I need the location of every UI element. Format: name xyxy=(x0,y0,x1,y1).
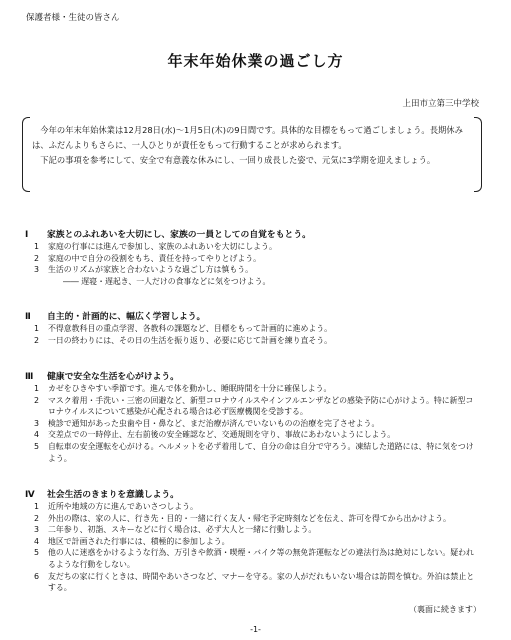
item-text: 不得意教科目の重点学習、各教科の課題など、目標をもって計画的に進めよう。 xyxy=(48,324,333,333)
item-list xyxy=(25,501,480,594)
continued-note: （裏面に続きます） xyxy=(409,605,481,614)
item-number: 5 xyxy=(34,441,40,451)
item-text: 交差点での一時停止、左右前後の安全確認など、交通規則を守り、事故にあわないようにしよう。 xyxy=(48,430,396,440)
item-number: 3 xyxy=(34,265,40,275)
list-item xyxy=(25,335,480,347)
list-item xyxy=(25,513,480,525)
item-text: 他の人に迷惑をかけるような行為、万引きや飲酒・喫煙・バイク等の無免許運転などの違法行為は絶対にしない。疑われるような行動をしない。 xyxy=(48,548,474,569)
list-item xyxy=(25,241,480,253)
section-2 xyxy=(25,311,480,346)
item-text: 生活のリズムが家族と合わないような過ごし方は慎もう。 xyxy=(48,265,254,275)
item-number: 1 xyxy=(34,502,40,511)
list-item xyxy=(25,418,480,430)
section-number: Ⅳ xyxy=(25,490,35,500)
item-number: 2 xyxy=(34,513,40,523)
item-number: 3 xyxy=(34,525,40,535)
item-text: 二年参り、初詣、スキーなどに行く場合は、必ず大人と一緒に行動しよう。 xyxy=(48,525,317,535)
section-1 xyxy=(25,229,480,287)
item-text: 自転車の安全運転を心がける。ヘルメットを必ず着用して、自分の命は自分で守ろう。凍結した道路には、特に気をつけよう。 xyxy=(48,441,474,463)
item-number: 2 xyxy=(34,335,40,345)
bracket-left xyxy=(22,117,30,192)
section-number: Ⅲ xyxy=(25,372,34,382)
item-text: 家庭の中で自分の役割をもち、責任を持ってやりとげよう。 xyxy=(48,253,262,263)
list-item xyxy=(25,395,480,418)
section-heading xyxy=(25,229,480,241)
list-item xyxy=(25,264,480,276)
item-text: 検診で通知があった虫歯や目・鼻など、まだ治療が済んでいないものの治療を完了させよう。 xyxy=(48,418,380,428)
item-number: 1 xyxy=(34,384,40,393)
list-item xyxy=(25,323,480,335)
list-item xyxy=(25,383,480,395)
item-number: 1 xyxy=(34,242,40,251)
item-list xyxy=(25,323,480,346)
item-number: 6 xyxy=(34,571,40,581)
section-heading xyxy=(25,311,480,323)
section-note: ―― 遅寝・遅起き、一人だけの食事などに気をつけよう。 xyxy=(63,276,271,286)
item-number: 1 xyxy=(34,324,40,333)
item-number: 4 xyxy=(34,430,40,440)
addressee-line: 保護者様・生徒の皆さん xyxy=(26,13,120,23)
section-heading-text: 家族とのふれあいを大切にし、家族の一員としての自覚をもとう。 xyxy=(47,230,311,240)
section-heading xyxy=(25,371,480,383)
intro-box xyxy=(24,119,480,190)
page-title: 年末年始休業の過ごし方 xyxy=(167,52,344,70)
section-heading-text: 自主的・計画的に、幅広く学習しよう。 xyxy=(47,312,206,322)
section-heading xyxy=(25,489,480,501)
item-number: 4 xyxy=(34,536,40,546)
list-item xyxy=(25,501,480,513)
bracket-right xyxy=(474,117,482,192)
item-text: 友だちの家に行くときは、時間やあいさつなど、マナーを守る。家の人がだれもいない場合は訪問を慎む。外泊は禁止とする。 xyxy=(48,571,475,593)
intro-paragraph-2: 下記の事項を参考にして、安全で有意義な休みにし、一回り成長した姿で、元気に3学期を迎えましょう。 xyxy=(40,155,436,165)
section-number: Ⅱ xyxy=(25,312,31,322)
list-item xyxy=(25,571,480,594)
item-text: 近所や地域の方に進んであいさつしよう。 xyxy=(48,502,198,511)
item-number: 2 xyxy=(34,395,40,405)
intro-paragraph-1: 今年の年末年始休業は12月28日(水)～1月5日(木)の9日間です。具体的な目標をもって過ごしましょう。長期休みは、ふだんよりもさらに、一人ひとりが責任をもって行動することが求められます。 xyxy=(32,125,463,150)
item-list xyxy=(25,383,480,464)
item-text: カゼをひきやすい季節です。進んで体を動かし、睡眠時間を十分に確保しよう。 xyxy=(48,384,332,393)
section-3 xyxy=(25,371,480,464)
item-number: 5 xyxy=(34,548,40,558)
item-text: 地区で計画された行事には、積極的に参加しよう。 xyxy=(48,536,230,546)
item-text: 一日の終わりには、その日の生活を振り返り、必要に応じて計画を練り直そう。 xyxy=(48,335,333,345)
school-name: 上田市立第三中学校 xyxy=(402,99,479,109)
list-item xyxy=(25,253,480,265)
list-item xyxy=(25,441,480,464)
item-text: マスク着用・手洗い・三密の回避など、新型コロナウイルスやインフルエンザなどの感染予防に心がけよう。特に新型コロナウイルスについて感染が心配される場合は必ず医療機関を受診する。 xyxy=(48,395,474,417)
list-item xyxy=(25,547,480,570)
section-heading-text: 健康で安全な生活を心がけよう。 xyxy=(47,372,179,382)
item-number: 3 xyxy=(34,418,40,428)
list-item xyxy=(25,524,480,536)
list-item xyxy=(25,536,480,548)
section-4 xyxy=(25,489,480,594)
item-list xyxy=(25,241,480,276)
item-text: 家庭の行事には進んで参加し、家族のふれあいを大切にしよう。 xyxy=(48,242,277,251)
item-number: 2 xyxy=(34,253,40,263)
list-item xyxy=(25,429,480,441)
section-number: Ⅰ xyxy=(25,230,29,240)
item-text: 外出の際は、家の人に、行き先・目的・一緒に行く友人・帰宅予定時刻などを伝え、許可を得てから出かけよう。 xyxy=(48,513,451,523)
section-heading-text: 社会生活のきまりを意識しよう。 xyxy=(47,490,179,500)
page-number: -1- xyxy=(250,625,261,634)
